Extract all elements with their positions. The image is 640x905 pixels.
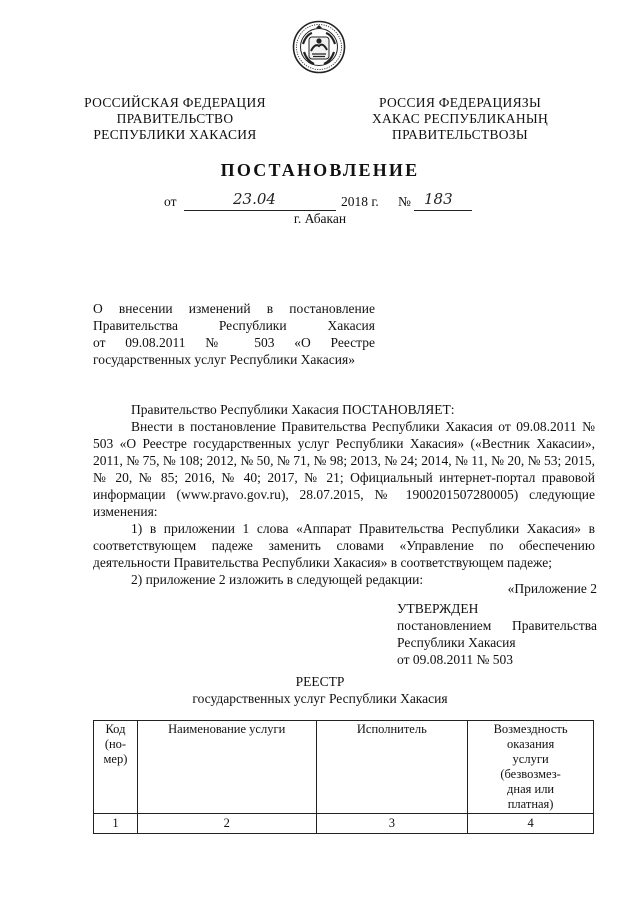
header-text: дная или: [507, 782, 555, 796]
subject-line: от 09.08.2011 № 503 «О Реестре: [93, 335, 375, 350]
coat-of-arms-icon: [292, 20, 346, 74]
registry-table: [93, 720, 594, 834]
date-year: 2018 г.: [341, 194, 379, 209]
header-left-line: РЕСПУБЛИКИ ХАКАСИЯ: [93, 127, 257, 142]
city-line: г. Абакан: [293, 211, 347, 226]
table-cell: 1: [94, 814, 138, 834]
paragraph-item-2: 2) приложение 2 изложить в следующей редакции:: [131, 572, 424, 587]
header-text: платная): [507, 797, 554, 811]
table-header-row: [94, 721, 594, 814]
header-right-line: РОССИЯ ФЕДЕРАЦИЯЗЫ: [378, 95, 542, 110]
subject-line: Правительства Республики Хакасия: [93, 318, 375, 333]
table-cell: 2: [137, 814, 316, 834]
registry-subtitle: государственных услуг Республики Хакасия: [192, 691, 448, 706]
header-text: (но-: [104, 737, 127, 751]
paragraph-amendment: Внести в постановление Правительства Республики Хакасия от 09.08.2011 № 503 «О Реестре государственных услуг Республики Хакасия» («Вестник Хакасии», 2011, № 75, № 108; 2012, № 50, № 71, № 98; 2013, № 24; 2014, № 11, № 20, № 53; 2015, № 20, № 85; 2016, № 40; 2017, № 21; Официальный интернет-портал правовой информации (www.pravo.gov.ru), 28.07.2015, № 1900201507280005) следующие изменения:: [93, 419, 595, 519]
handwritten-date: 23.04: [233, 190, 276, 208]
subject-line: государственных услуг Республики Хакасия»: [93, 352, 355, 367]
table-header-executor: Исполнитель: [316, 721, 468, 814]
header-text: Код: [105, 722, 126, 736]
header-left-line: ПРАВИТЕЛЬСТВО: [116, 111, 234, 126]
registry-title: РЕЕСТР: [295, 674, 345, 689]
table-row: [94, 814, 594, 834]
body-text: [93, 401, 595, 588]
date-from-label: от: [164, 194, 177, 209]
paragraph-item-1: 1) в приложении 1 слова «Аппарат Правительства Республики Хакасия» в соответствующем падеже заменить словами «Управление по обеспечению деятельности Правительства Республики Хакасия» в соответствующем падеже;: [93, 521, 595, 570]
document-title: ПОСТАНОВЛЕНИЕ: [220, 160, 420, 180]
header-left-line: РОССИЙСКАЯ ФЕДЕРАЦИЯ: [84, 95, 266, 110]
approved-label: УТВЕРЖДЕН: [397, 601, 479, 616]
header-text: услуги: [512, 752, 549, 766]
header-text: мер): [103, 752, 128, 766]
table-cell: 3: [316, 814, 468, 834]
header-text: Возмездность: [493, 722, 568, 736]
header-text: оказания: [506, 737, 555, 751]
table-header-code: [94, 721, 138, 814]
header-text: (безвозмез-: [500, 767, 561, 781]
header-right-line: ХАКАС РЕСПУБЛИКАНЫҢ: [371, 111, 549, 126]
subject-line: О внесении изменений в постановление: [93, 301, 375, 316]
header-right-block: [360, 95, 560, 143]
header-right-line: ПРАВИТЕЛЬСТВОЗЫ: [392, 127, 528, 142]
subject-block: [93, 300, 375, 368]
table-cell: 4: [468, 814, 594, 834]
table-header-payment: [468, 721, 594, 814]
approval-line: постановлением Правительства: [397, 618, 597, 633]
appendix-label: «Приложение 2: [507, 581, 597, 596]
approval-line: Республики Хакасия: [397, 635, 516, 650]
appendix-approval-block: [397, 580, 597, 668]
header-left-block: [80, 95, 270, 143]
approval-line: от 09.08.2011 № 503: [397, 652, 513, 667]
table-header-service-name: Наименование услуги: [137, 721, 316, 814]
handwritten-number: 183: [424, 190, 453, 208]
number-label: №: [398, 194, 411, 209]
decree-line: Правительство Республики Хакасия ПОСТАНОВЛЯЕТ:: [131, 402, 455, 417]
